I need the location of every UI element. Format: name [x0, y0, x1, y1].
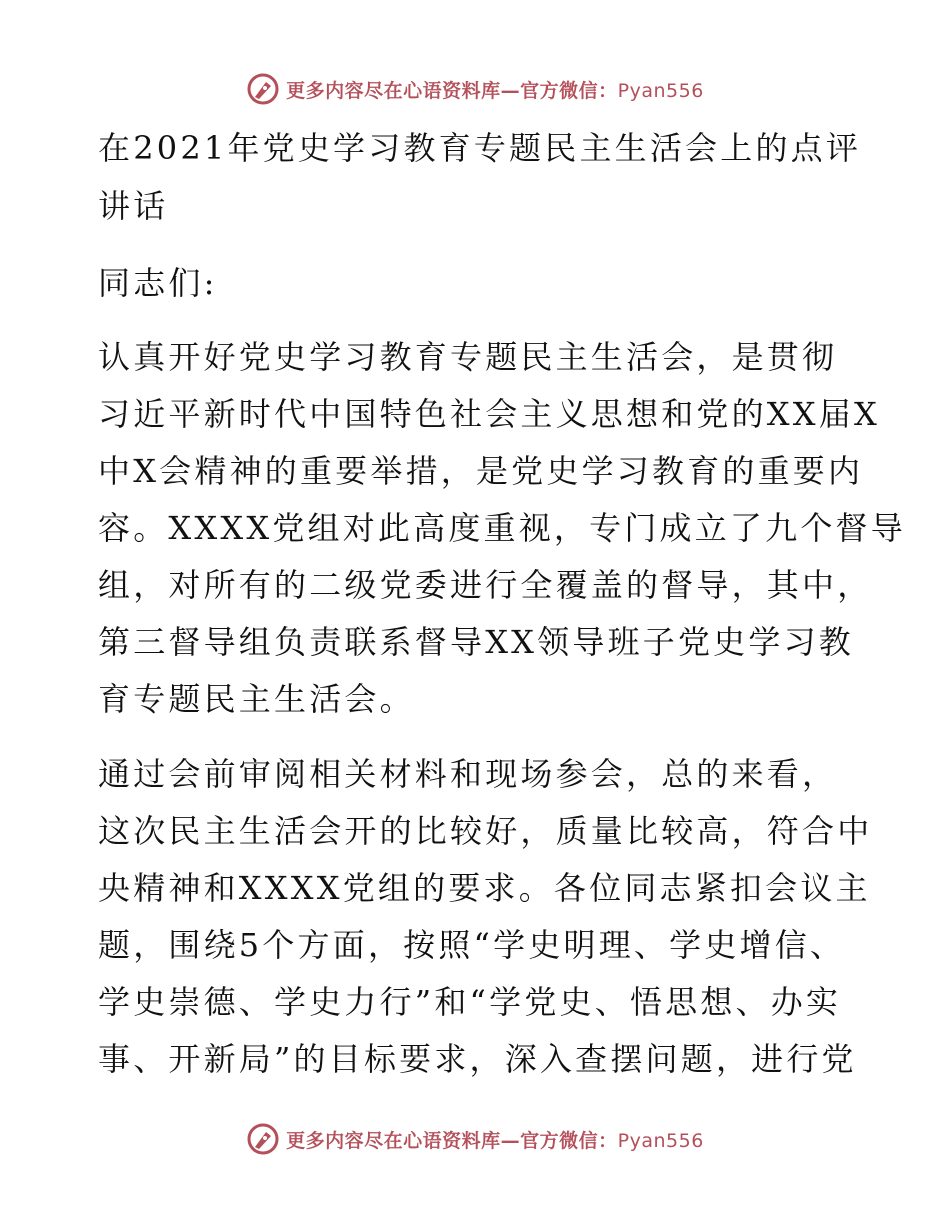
- paragraph-1-line: 习近平新时代中国特色社会主义思想和党的XX届X: [98, 395, 880, 433]
- paragraph-2-line: 这次民主生活会开的比较好，质量比较高，符合中: [98, 812, 873, 850]
- pen-nib-logo-icon: [246, 72, 280, 106]
- watermark-text: 更多内容尽在心语资料库—官方微信：Pyan556: [286, 79, 704, 102]
- paragraph-1-line: 组，对所有的二级党委进行全覆盖的督导，其中，: [98, 566, 873, 604]
- paragraph-2-line: 事、开新局”的目标要求，深入查摆问题，进行党: [98, 1040, 857, 1078]
- watermark-text: 更多内容尽在心语资料库—官方微信：Pyan556: [286, 1129, 704, 1152]
- paragraph-1-line: 认真开好党史学习教育专题民主生活会，是贯彻: [98, 338, 838, 376]
- paragraph-2-line: 通过会前审阅相关材料和现场参会，总的来看，: [98, 755, 838, 793]
- paragraph-1-line: 中X会精神的重要举措，是党史学习教育的重要内: [98, 452, 864, 490]
- paragraph-1-line: 第三督导组负责联系督导XX领导班子党史学习教: [98, 623, 854, 661]
- paragraph-1-line: 育专题民主生活会。: [98, 680, 415, 718]
- header-watermark: [0, 72, 950, 106]
- paragraph-1-line: 容。XXXX党组对此高度重视，专门成立了九个督导: [98, 509, 906, 547]
- footer-watermark: [0, 1122, 950, 1156]
- salutation: 同志们:: [98, 264, 218, 302]
- pen-nib-logo-icon: [246, 1122, 280, 1156]
- title-line-1: 在2021年党史学习教育专题民主生活会上的点评: [98, 129, 862, 167]
- paragraph-2-line: 央精神和XXXX党组的要求。各位同志紧扣会议主: [98, 869, 871, 907]
- paragraph-2-line: 学史崇德、学史力行”和“学党史、悟思想、办实: [98, 983, 842, 1021]
- paragraph-2-line: 题，围绕5个方面，按照“学史明理、学史增信、: [98, 926, 846, 964]
- title-line-2: 讲话: [98, 187, 169, 225]
